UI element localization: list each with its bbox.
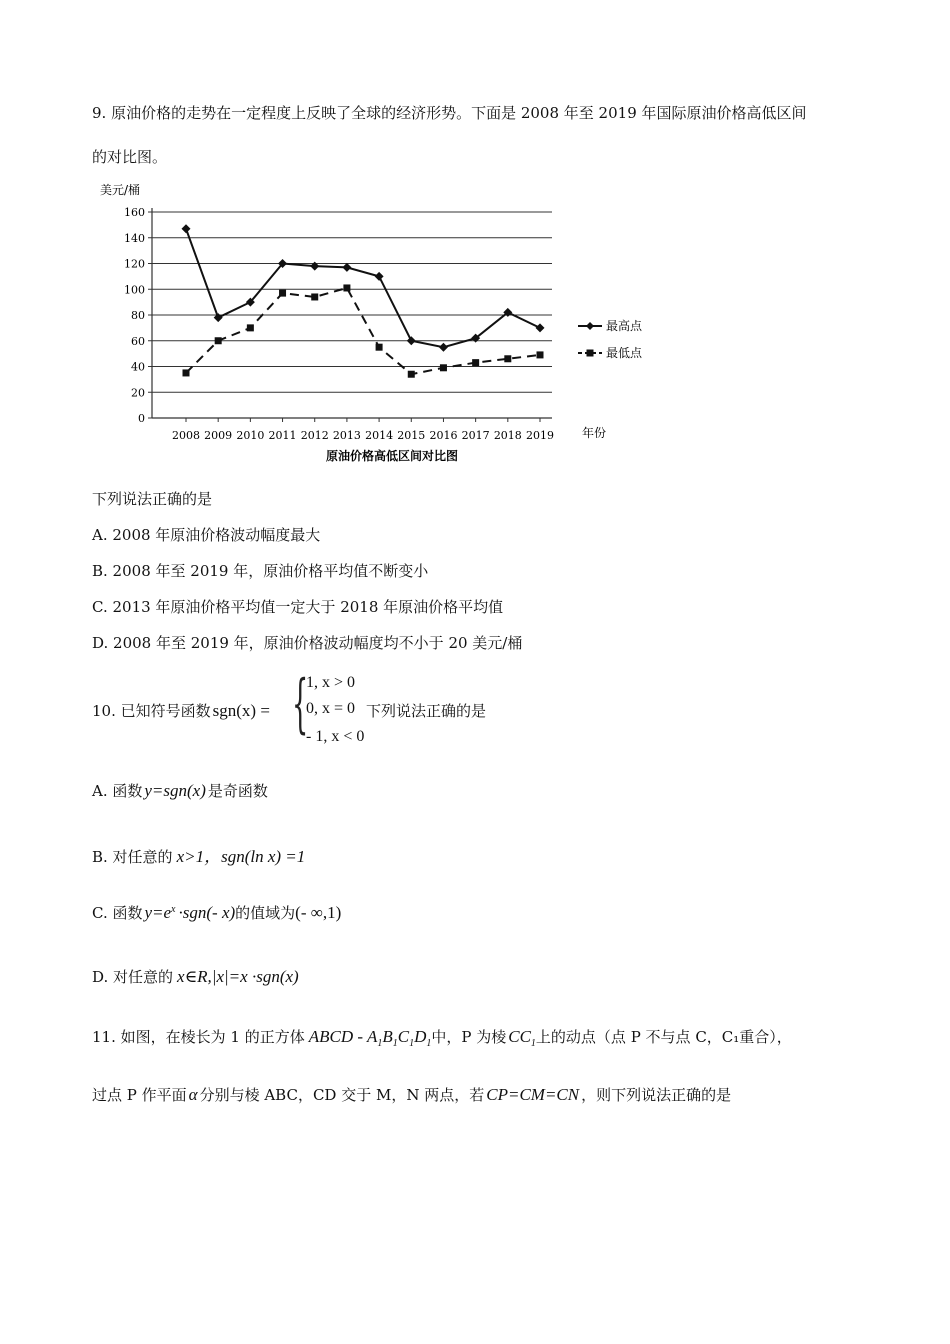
q10-case-2: 0, x = 0 <box>306 700 356 717</box>
q11-cube-c: C <box>397 1027 410 1046</box>
q11-sub: 1 <box>426 1038 432 1049</box>
q10-c-range: (- ∞,1) <box>295 903 342 922</box>
chart-title: 原油价格高低区间对比图 <box>325 449 459 463</box>
x-tick-label: 2015 <box>397 429 426 442</box>
q10-tail: 下列说法正确的是 <box>366 702 487 720</box>
data-point-diamond <box>182 224 191 233</box>
q10-a-math: y=sgn(x) <box>144 781 206 800</box>
q11-edge: CC <box>508 1027 531 1046</box>
data-point-square <box>311 293 318 300</box>
q11-edge-sub: 1 <box>530 1038 536 1049</box>
data-point-square <box>376 344 383 351</box>
x-tick-label: 2008 <box>172 429 200 442</box>
data-point-square <box>537 351 544 358</box>
y-tick-label: 120 <box>124 257 145 271</box>
q11-tail: 上的动点（点 P 不与点 C，C₁重合）， <box>535 1028 792 1046</box>
q11-l2-pre: 过点 P 作平面 <box>92 1086 187 1104</box>
q10-option-d <box>92 966 299 987</box>
y-tick-label: 40 <box>131 360 145 374</box>
legend-marker <box>587 350 594 357</box>
q11-line1 <box>92 1026 792 1049</box>
x-tick-label: 2018 <box>493 429 522 442</box>
chart-xlabel: 年份 <box>582 426 607 440</box>
data-point-diamond <box>375 272 384 281</box>
data-point-square <box>504 355 511 362</box>
q10-brace: { <box>292 667 309 741</box>
q10-sgn-def: sgn(x) = <box>212 701 270 720</box>
q10-c-math1: y=e <box>144 903 172 922</box>
x-tick-label: 2009 <box>204 429 233 442</box>
q10-option-b <box>92 842 305 867</box>
q10-d-math: x∈R,|x|=x ·sgn(x) <box>177 967 299 986</box>
y-tick-label: 100 <box>124 283 145 297</box>
data-point-diamond <box>310 262 319 271</box>
data-point-square <box>440 364 447 371</box>
chart-grid <box>148 208 552 422</box>
data-point-square <box>472 359 479 366</box>
data-point-square <box>279 290 286 297</box>
y-tick-label: 20 <box>131 386 145 400</box>
x-tick-label: 2013 <box>332 429 361 442</box>
q10-a-pre: A. 函数 <box>92 782 143 800</box>
q9-option-a: A. 2008 年原油价格波动幅度最大 <box>92 526 321 544</box>
data-point-square <box>215 337 222 344</box>
legend-label: 最低点 <box>606 346 643 360</box>
q10-c-pre: C. 函数 <box>92 904 143 922</box>
q11-line2 <box>92 1084 731 1105</box>
q10-a-post: 是奇函数 <box>207 782 268 800</box>
q10-lead <box>92 700 270 721</box>
q9-option-c: C. 2013 年原油价格平均值一定大于 2018 年原油价格平均值 <box>92 598 504 616</box>
q9-option-b: B. 2008 年至 2019 年，原油价格平均值不断变小 <box>92 562 429 580</box>
data-point-diamond <box>407 336 416 345</box>
q11-sub: 1 <box>392 1038 398 1049</box>
y-tick-label: 160 <box>124 206 145 219</box>
chart-ylabel: 美元/桶 <box>100 183 141 197</box>
q11-l2-post: ，则下列说法正确的是 <box>581 1086 732 1104</box>
q10-option-a <box>92 780 268 801</box>
x-tick-label: 2010 <box>236 429 265 442</box>
q9-stem-line2: 的对比图。 <box>92 148 168 166</box>
q9-prompt: 下列说法正确的是 <box>92 490 213 508</box>
data-point-diamond <box>536 323 545 332</box>
q11-cube-b: B <box>382 1027 393 1046</box>
data-point-diamond <box>342 263 351 272</box>
chart-y-ticks <box>124 206 145 425</box>
legend-label: 最高点 <box>606 319 643 333</box>
q10-b-pre: B. 对任意的 <box>92 848 173 866</box>
data-point-diamond <box>214 313 223 322</box>
chart-series <box>182 224 545 377</box>
x-tick-label: 2012 <box>300 429 329 442</box>
q11-sub: 1 <box>409 1038 415 1049</box>
x-tick-label: 2016 <box>429 429 458 442</box>
q10-lead-text: 10. 已知符号函数 <box>92 702 211 720</box>
x-tick-label: 2017 <box>461 429 490 442</box>
x-tick-label: 2011 <box>268 429 297 442</box>
q10-d-pre: D. 对任意的 <box>92 968 174 986</box>
q11-sub: 1 <box>377 1038 383 1049</box>
oil-price-chart <box>92 176 712 472</box>
q11-eq: CP=CM=CN <box>486 1085 580 1104</box>
chart-legend <box>578 318 643 360</box>
q10-c-exp: x <box>171 904 176 915</box>
q10-case-1: 1, x > 0 <box>306 674 356 691</box>
q11-cube-d: D <box>414 1027 427 1046</box>
data-point-square <box>343 284 350 291</box>
data-point-diamond <box>439 343 448 352</box>
data-point-square <box>408 371 415 378</box>
q10-b-math: x>1，sgn(ln x) =1 <box>176 847 306 866</box>
series-line-0 <box>186 229 540 347</box>
q10-c-math2: ·sgn(- x) <box>178 903 236 922</box>
data-point-square <box>247 324 254 331</box>
chart-x-ticks <box>172 429 554 442</box>
q10-c-mid: 的值域为 <box>235 904 296 922</box>
series-line-1 <box>186 288 540 374</box>
q10-case-3: - 1, x < 0 <box>306 728 365 745</box>
q9-stem-line1: 9. 原油价格的走势在一定程度上反映了全球的经济形势。下面是 2008 年至 2019 年国际原油价格高低区间 <box>92 104 807 122</box>
y-tick-label: 80 <box>131 309 145 322</box>
x-tick-label: 2014 <box>365 429 394 442</box>
y-tick-label: 0 <box>138 412 145 425</box>
y-tick-label: 140 <box>124 231 145 245</box>
q9-option-d: D. 2008 年至 2019 年，原油价格波动幅度均不小于 20 美元/桶 <box>92 634 523 652</box>
x-tick-label: 2019 <box>526 429 554 442</box>
q10-option-c <box>92 902 341 923</box>
q11-cube-a: ABCD - A <box>308 1027 378 1046</box>
y-tick-label: 60 <box>131 334 145 348</box>
q11-alpha: α <box>188 1085 198 1104</box>
data-point-square <box>183 369 190 376</box>
q11-l2-mid: 分别与棱 ABC，CD 交于 M，N 两点，若 <box>199 1086 485 1104</box>
q10-piecewise <box>292 667 372 748</box>
legend-marker <box>586 322 594 330</box>
q11-lead: 11. 如图，在棱长为 1 的正方体 <box>92 1028 305 1046</box>
q11-mid: 中，P 为棱 <box>431 1028 507 1046</box>
